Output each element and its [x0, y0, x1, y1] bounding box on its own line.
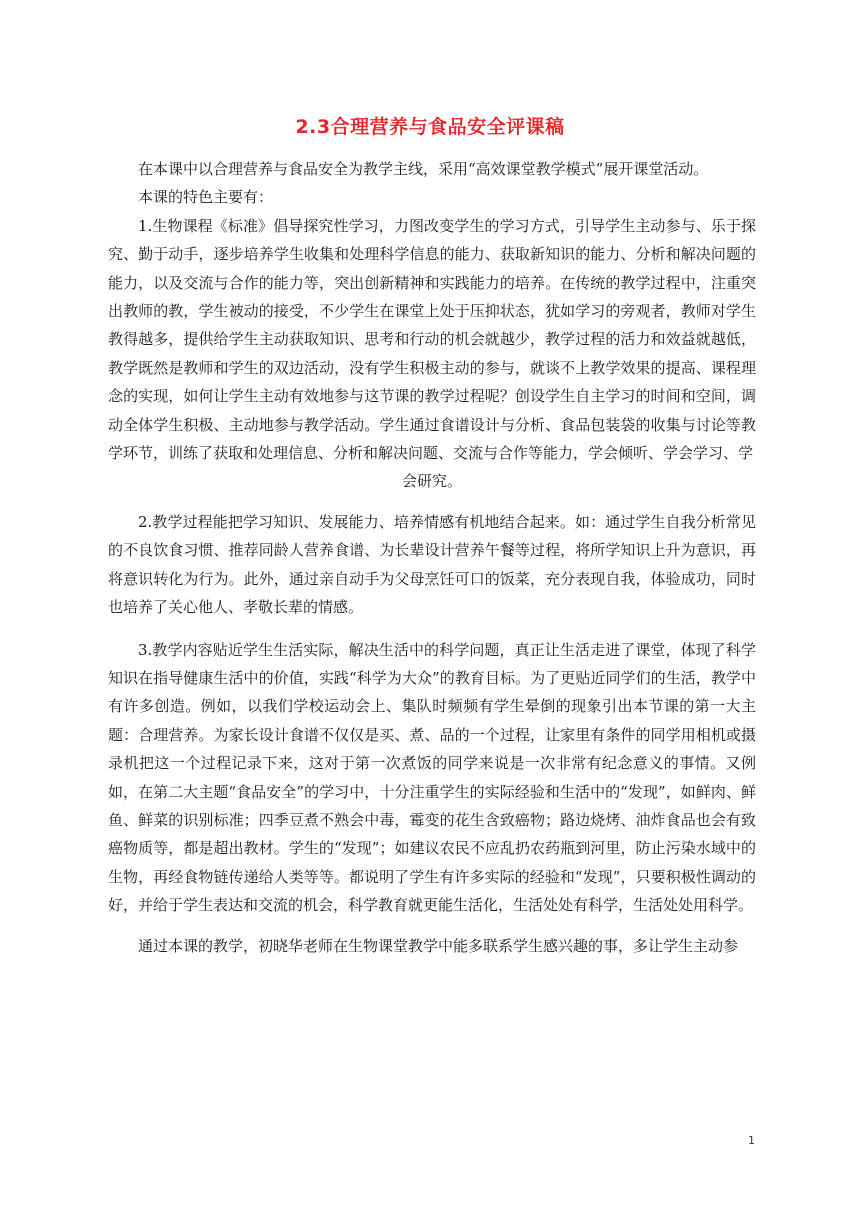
paragraph-point-1: 1.生物课程《标准》倡导探究性学习，力图改变学生的学习方式，引导学生主动参与、乐于探究、勤于动手，逐步培养学生收集和处理科学信息的能力、获取新知识的能力、分析和解决问题的能力，以及交流与合作的能力等，突出创新精神和实践能力的培养。在传统的教学过程中，注重突出教师的教，学生被动的接受，不少学生在课堂上处于压抑状态，犹如学习的旁观者，教师对学生教得越多，提供给学生主动获取知识、思考和行动的机会就越少，教学过程的活力和效益就越低，教学既然是教师和学生的双边活动，没有学生积极主动的参与，就谈不上教学效果的提高、课程理念的实现，如何让学生主动有效地参与这节课的教学过程呢？创设学生自主学习的时间和空间，调动全体学生积极、主动地参与教学活动。学生通过食谱设计与分析、食品包装袋的收集与讨论等教学环节，训练了获取和处理信息、分析和解决问题、交流与合作等能力，学会倾听、学会学习、学 [108, 216, 756, 463]
paragraph-point-2: 2.教学过程能把学习知识、发展能力、培养情感有机地结合起来。如：通过学生自我分析常见的不良饮食习惯、推荐同龄人营养食谱、为长辈设计营养午餐等过程，将所学知识上升为意识，再将意识转化为行为。此外，通过亲自动手为父母烹饪可口的饭菜，充分表现自我，体验成功，同时也培养了关心他人、孝敬长辈的情感。 [108, 512, 756, 617]
paragraph-point-1-end: 会研究。 [401, 472, 462, 491]
document-body [108, 155, 756, 960]
paragraph-conclusion: 通过本课的教学，初晓华老师在生物课堂教学中能多联系学生感兴趣的事，多让学生主动参 [138, 936, 739, 955]
paragraph-point-3: 3.教学内容贴近学生生活实际，解决生活中的科学问题，真正让生活走进了课堂，体现了科学知识在指导健康生活中的价值，实践“科学为大众”的教育目标。为了更贴近同学们的生活，教学中有许多创造。例如，以我们学校运动会上、集队时频频有学生晕倒的现象引出本节课的第一大主题：合理营养。为家长设计食谱不仅仅是买、煮、品的一个过程，让家里有条件的同学用相机或摄录机把这一个过程记录下来，这对于第一次煮饭的同学来说是一次非常有纪念意义的事情。又例如，在第二大主题“食品安全”的学习中，十分注重学生的实际经验和生活中的“发现”，如鲜肉、鲜鱼、鲜菜的识别标准；四季豆煮不熟会中毒，霉变的花生含致癌物；路边烧烤、油炸食品也会有致癌物质等，都是超出教材。学生的“发现”；如建议农民不应乱扔农药瓶到河里，防止污染水域中的生物，再经食物链传递给人类等等。都说明了学生有许多实际的经验和“发现”，只要积极性调动的好，并给于学生表达和交流的机会，科学教育就更能生活化，生活处处有科学，生活处处用科学。 [108, 640, 756, 915]
document-title: 2.3合理营养与食品安全评课稿 [295, 116, 565, 138]
page-number: 1 [748, 1134, 755, 1147]
paragraph-intro: 在本课中以合理营养与食品安全为教学主线，采用“高效课堂教学模式”展开课堂活动。 [138, 160, 709, 178]
paragraph-features-heading: 本课的特色主要有： [138, 188, 274, 207]
